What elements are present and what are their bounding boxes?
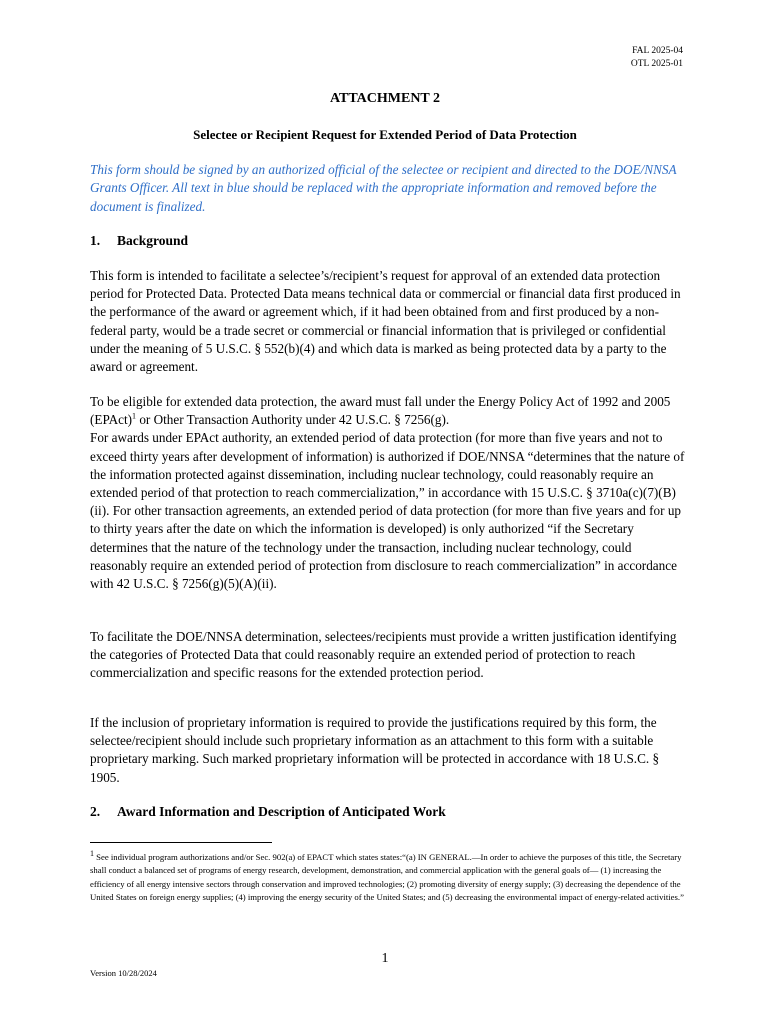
section-2-title: Award Information and Description of Anticipated Work (117, 804, 446, 819)
footnote-ref-1[interactable]: 1 (132, 411, 137, 421)
eligibility-text-cont: or Other Transaction Authority under 42 U.S.C. § 7256(g). (136, 412, 450, 428)
footnote-divider (90, 842, 272, 843)
section-2-number: 2. (90, 804, 101, 819)
section-1-heading (90, 233, 188, 249)
epact-authority-text: For awards under EPAct authority, an extended period of data protection (for more than five years and not to exceed thirty years after development of information) is authorized if DOE/NNSA “determines that the nature of the information protected against dissemination, including nuclear technology, could reasonably require an extended period of that protection to reach commercialization,” in accordance with 15 U.S.C. § 3710a(c)(7)(B)(ii). For other transaction agreements, an extended period of data protection (for more than five years and for up to thirty years after the date on which the information is developed) is only authorized “if the Secretary determines that the nature of the technology under the transaction, including nuclear technology, could reasonably require an extended period of protection from disclosure to reach commercialization” in accordance with 42 U.S.C. § 7256(g)(5)(A)(ii). (90, 430, 685, 592)
fal-code: FAL 2025-04 (632, 46, 683, 56)
section-1-title: Background (117, 233, 189, 248)
version-label: Version 10/28/2024 (90, 968, 157, 978)
attachment-title: ATTACHMENT 2 (329, 91, 441, 106)
footnote-1 (90, 851, 690, 905)
document-codes (631, 45, 683, 71)
section-1-number: 1. (90, 233, 101, 248)
footnote-text: See individual program authorizations and/or Sec. 902(a) of EPACT which states states:“(a) IN GENERAL.—In order to achieve the purposes of this title, the Secretary shall conduct a balanced set of programs of energy research, development, demonstration, and commercial application with the general goals of— (1) increasing the efficiency of all energy intensive sectors through conservation and improved technologies; (2) promoting diversity of energy supply; (3) decreasing the dependence of the United States on foreign energy supplies; (4) improving the energy security of the United States; and (5) decreasing the environmental impact of energy-related activities.” (90, 852, 684, 903)
background-paragraph-3: To facilitate the DOE/NNSA determination, selectees/recipients must provide a written justification identifying the categories of Protected Data that could reasonably require an extended period of protection to reach commercialization and specific reasons for the extended protection period. (90, 629, 677, 681)
background-paragraph-4: If the inclusion of proprietary information is required to provide the justifications required by this form, the selectee/recipient should include such proprietary information as an attachment to this form with a suitable proprietary marking. Such marked proprietary information will be protected in accordance with 18 U.S.C. § 1905. (90, 715, 660, 785)
otl-code: OTL 2025-01 (630, 59, 683, 69)
background-paragraph-2 (90, 393, 690, 593)
eligibility-text: To be eligible for extended data protection, the award must fall under the Energy Policy Act of 1992 and 2005 (EPAct) (90, 394, 671, 428)
background-paragraph-1: This form is intended to facilitate a selectee’s/recipient’s request for approval of an extended data protection period for Protected Data. Protected Data means technical data or commercial or financial data first produced in the performance of the award or agreement which, if it had been obtained from and first produced by a non-federal party, would be a trade secret or commercial or financial information that is privileged or confidential under the meaning of 5 U.S.C. § 552(b)(4) and which data is marked as being protected data by a party to the award or agreement. (90, 268, 681, 375)
page-number: 1 (381, 951, 389, 966)
section-2-heading (90, 804, 446, 820)
form-subtitle: Selectee or Recipient Request for Extended Period of Data Protection (193, 127, 577, 142)
footnote-marker: 1 (90, 849, 94, 859)
blue-instruction-text: This form should be signed by an authorized official of the selectee or recipient and directed to the DOE/NNSA Grants Officer. All text in blue should be replaced with the appropriate information and removed before the document is finalized. (90, 162, 677, 214)
